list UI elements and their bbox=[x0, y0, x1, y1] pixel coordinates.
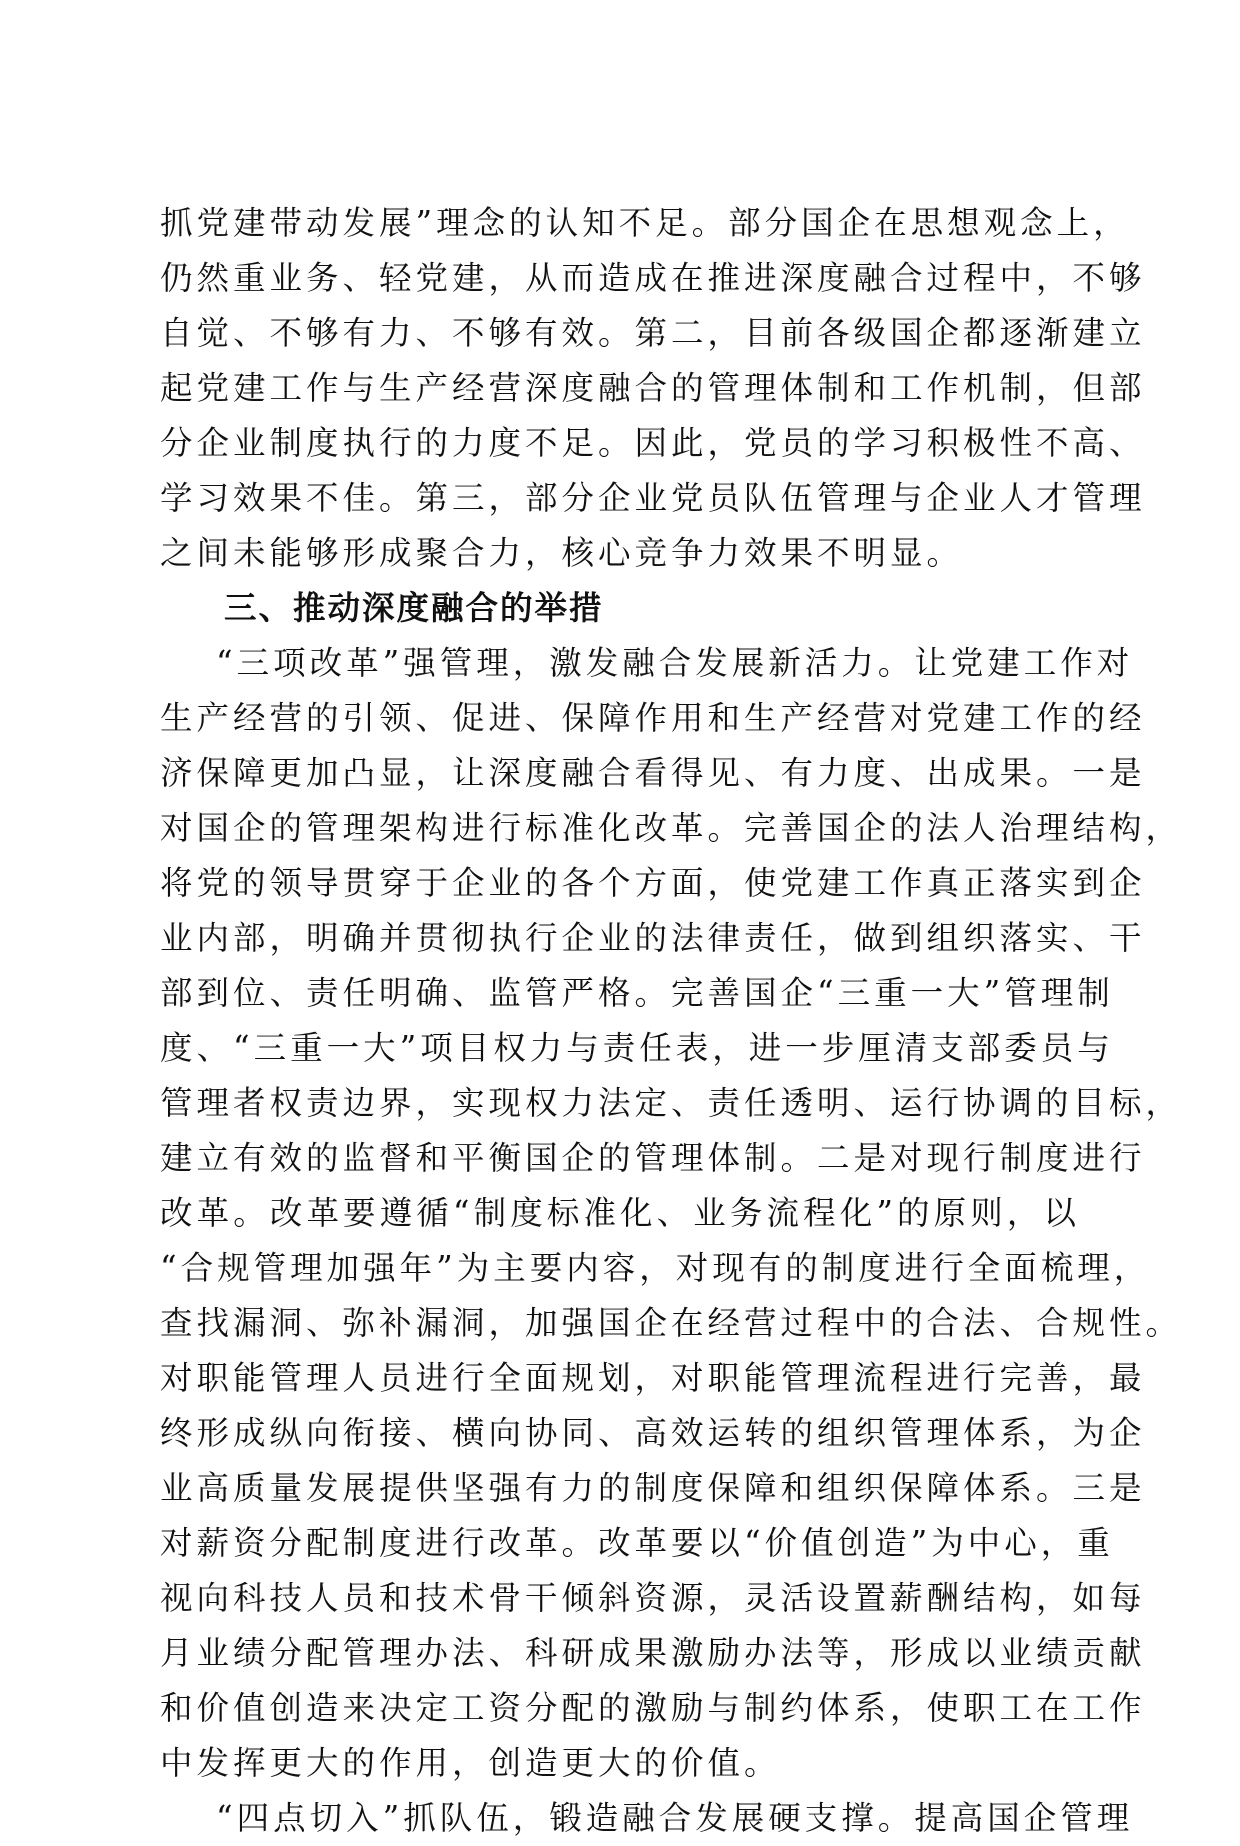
text-line: 中发挥更大的作用，创造更大的价值。 bbox=[160, 1744, 781, 1782]
text-line: 对国企的管理架构进行标准化改革。完善国企的法人治理结构， bbox=[160, 809, 1183, 847]
text-line: “合规管理加强年”为主要内容，对现有的制度进行全面梳理， bbox=[160, 1249, 1151, 1287]
text-line: “三项改革”强管理，激发融合发展新活力。让党建工作对 bbox=[216, 644, 1134, 682]
text-line: 改革。改革要遵循“制度标准化、业务流程化”的原则，以 bbox=[160, 1194, 1080, 1232]
text-line: 自觉、不够有力、不够有效。第二，目前各级国企都逐渐建立 bbox=[160, 314, 1146, 352]
text-line: 部到位、责任明确、监管严格。完善国企“三重一大”管理制 bbox=[160, 974, 1114, 1012]
text-line: 对薪资分配制度进行改革。改革要以“价值创造”为中心，重 bbox=[160, 1524, 1114, 1562]
text-line: 查找漏洞、弥补漏洞，加强国企在经营过程中的合法、合规性。 bbox=[160, 1304, 1183, 1342]
text-line: 业内部，明确并贯彻执行企业的法律责任，做到组织落实、干 bbox=[160, 919, 1146, 957]
text-line: 管理者权责边界，实现权力法定、责任透明、运行协调的目标， bbox=[160, 1084, 1183, 1122]
document-body bbox=[160, 196, 1183, 1846]
text-line: 仍然重业务、轻党建，从而造成在推进深度融合过程中，不够 bbox=[160, 259, 1146, 297]
text-line: 度、“三重一大”项目权力与责任表，进一步厘清支部委员与 bbox=[160, 1029, 1114, 1067]
text-line: 济保障更加凸显，让深度融合看得见、有力度、出成果。一是 bbox=[160, 754, 1146, 792]
section-heading: 三、推动深度融合的举措 bbox=[224, 589, 604, 627]
paragraph-1 bbox=[160, 196, 1146, 581]
text-line: 生产经营的引领、促进、保障作用和生产经营对党建工作的经 bbox=[160, 699, 1146, 737]
text-line: “四点切入”抓队伍，锻造融合发展硬支撑。提高国企管理 bbox=[216, 1799, 1134, 1837]
text-line: 将党的领导贯穿于企业的各个方面，使党建工作真正落实到企 bbox=[160, 864, 1146, 902]
text-line: 之间未能够形成聚合力，核心竞争力效果不明显。 bbox=[160, 534, 964, 572]
text-line: 视向科技人员和技术骨干倾斜资源，灵活设置薪酬结构，如每 bbox=[160, 1579, 1146, 1617]
text-line: 业高质量发展提供坚强有力的制度保障和组织保障体系。三是 bbox=[160, 1469, 1146, 1507]
text-line: 起党建工作与生产经营深度融合的管理体制和工作机制，但部 bbox=[160, 369, 1146, 407]
text-line: 抓党建带动发展”理念的认知不足。部分国企在思想观念上， bbox=[160, 204, 1130, 242]
text-line: 月业绩分配管理办法、科研成果激励办法等，形成以业绩贡献 bbox=[160, 1634, 1146, 1672]
paragraph-3 bbox=[160, 1791, 1134, 1846]
paragraph-2 bbox=[160, 636, 1183, 1791]
text-line: 和价值创造来决定工资分配的激励与制约体系，使职工在工作 bbox=[160, 1689, 1146, 1727]
text-line: 建立有效的监督和平衡国企的管理体制。二是对现行制度进行 bbox=[160, 1139, 1146, 1177]
text-line: 学习效果不佳。第三，部分企业党员队伍管理与企业人才管理 bbox=[160, 479, 1146, 517]
text-line: 对职能管理人员进行全面规划，对职能管理流程进行完善，最 bbox=[160, 1359, 1146, 1397]
text-line: 终形成纵向衔接、横向协同、高效运转的组织管理体系，为企 bbox=[160, 1414, 1146, 1452]
text-line: 分企业制度执行的力度不足。因此，党员的学习积极性不高、 bbox=[160, 424, 1146, 462]
